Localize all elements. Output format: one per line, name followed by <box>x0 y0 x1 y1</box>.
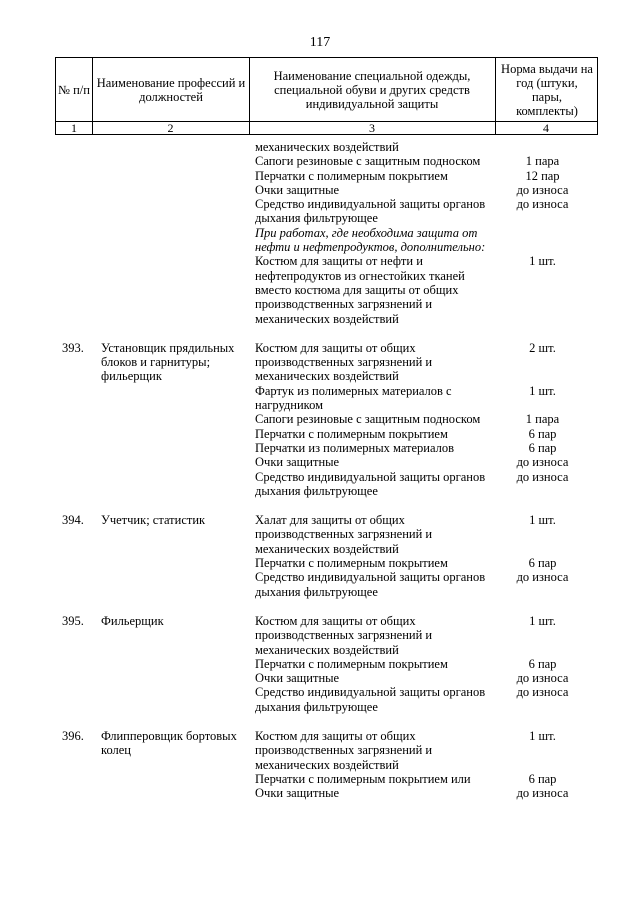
equipment-norm: до износа <box>516 671 569 686</box>
equipment-name: Перчатки с полимерным покрытием <box>255 168 448 183</box>
equipment-name: Средство индивидуальной защиты органов дыхания фильтрующее <box>255 469 486 498</box>
entry-profession: Флипперовщик бортовых колец <box>101 728 237 757</box>
header-col-equipment: Наименование специальной одежды, специальной обуви и других средств индивидуальной защиты <box>273 68 471 111</box>
equipment-norm: до износа <box>516 570 569 585</box>
table-entry <box>0 614 640 714</box>
equipment-item <box>0 470 640 499</box>
equipment-name: механических воздействий <box>255 140 399 154</box>
equipment-name: Перчатки с полимерным покрытием <box>255 656 448 671</box>
equipment-item <box>0 183 640 197</box>
equipment-item <box>0 254 640 325</box>
equipment-name: Костюм для защиты от общих производственных загрязнений и механических воздействий <box>255 728 433 772</box>
equipment-item <box>0 556 640 570</box>
equipment-name: Костюм для защиты от нефти и нефтепродуктов из огнестойких тканей вместо костюма для защиты от общих производственных загрязнений и механических воздействий <box>255 254 465 326</box>
equipment-name: Сапоги резиновые с защитным подноском <box>255 154 481 169</box>
equipment-norm <box>495 140 590 154</box>
equipment-item <box>0 786 640 800</box>
equipment-item <box>0 427 640 441</box>
table-entry <box>0 513 640 599</box>
equipment-norm: до износа <box>516 182 569 197</box>
equipment-item <box>0 729 640 772</box>
equipment-item <box>0 455 640 469</box>
table-entry <box>0 140 640 326</box>
table-body <box>0 140 640 800</box>
equipment-norm: 1 шт. <box>529 613 556 628</box>
equipment-norm <box>495 226 590 255</box>
equipment-norm: 1 пара <box>525 154 560 169</box>
entry-number: 394. <box>62 513 84 528</box>
equipment-item <box>0 657 640 671</box>
header-col-number: № п/п <box>58 82 90 97</box>
equipment-name: Очки защитные <box>255 786 340 801</box>
header-num-3: 3 <box>369 121 375 135</box>
page-number: 117 <box>309 35 331 50</box>
equipment-name: Средство индивидуальной защиты органов дыхания фильтрующее <box>255 197 486 226</box>
table-header <box>55 57 598 135</box>
equipment-item <box>0 384 640 413</box>
equipment-norm: 1 шт. <box>529 728 556 743</box>
equipment-name: Перчатки с полимерным покрытием <box>255 426 448 441</box>
equipment-item <box>0 140 640 154</box>
table-entry <box>0 729 640 800</box>
equipment-item <box>0 197 640 226</box>
equipment-name: Костюм для защиты от общих производственных загрязнений и механических воздействий <box>255 340 433 384</box>
equipment-norm: 6 пар <box>528 440 557 455</box>
equipment-name: Перчатки из полимерных материалов <box>255 440 455 455</box>
equipment-item <box>0 441 640 455</box>
entry-profession: Установщик прядильных блоков и гарнитуры; фильерщик <box>101 340 235 383</box>
equipment-name: Очки защитные <box>255 671 340 686</box>
equipment-norm: 6 пар <box>528 771 557 786</box>
equipment-name: Очки защитные <box>255 455 340 470</box>
equipment-norm: 12 пар <box>525 168 560 183</box>
header-num-2: 2 <box>167 121 174 135</box>
equipment-name: Средство индивидуальной защиты органов дыхания фильтрующее <box>255 570 486 599</box>
equipment-norm: 1 шт. <box>529 254 556 269</box>
equipment-name: Сапоги резиновые с защитным подноском <box>255 412 481 427</box>
entry-profession: Фильерщик <box>101 613 164 628</box>
equipment-name: Костюм для защиты от общих производственных загрязнений и механических воздействий <box>255 613 433 657</box>
equipment-name: Средство индивидуальной защиты органов дыхания фильтрующее <box>255 685 486 714</box>
equipment-norm: до износа <box>516 455 569 470</box>
equipment-norm: 6 пар <box>528 556 557 571</box>
entry-profession: Учетчик; статистик <box>101 513 206 528</box>
equipment-norm: 6 пар <box>528 656 557 671</box>
equipment-norm: 6 пар <box>528 426 557 441</box>
header-col-norm: Норма выдачи на год (штуки, пары, комплекты) <box>501 61 593 118</box>
equipment-name: Очки защитные <box>255 182 340 197</box>
equipment-norm: до износа <box>516 197 569 212</box>
equipment-name: Фартук из полимерных материалов с нагрудником <box>255 383 452 413</box>
equipment-item <box>0 412 640 426</box>
header-num-4: 4 <box>543 121 549 135</box>
equipment-norm: до износа <box>516 786 569 801</box>
equipment-norm: до износа <box>516 469 569 484</box>
equipment-item <box>0 614 640 657</box>
equipment-item <box>0 685 640 714</box>
header-col-profession: Наименование профессий и должностей <box>96 75 246 104</box>
header-num-1: 1 <box>71 121 77 135</box>
equipment-norm: 1 шт. <box>529 513 556 528</box>
equipment-name: Перчатки с полимерным покрытием или <box>255 771 471 786</box>
entry-number: 393. <box>62 340 84 355</box>
entry-number: 396. <box>62 728 84 743</box>
equipment-norm: 1 пара <box>525 412 560 427</box>
equipment-norm: до износа <box>516 685 569 700</box>
equipment-item <box>0 772 640 786</box>
entry-number: 395. <box>62 613 84 628</box>
equipment-item <box>0 513 640 556</box>
equipment-name: Перчатки с полимерным покрытием <box>255 556 448 571</box>
equipment-norm: 1 шт. <box>529 383 556 398</box>
equipment-norm: 2 шт. <box>529 340 556 355</box>
equipment-item <box>0 570 640 599</box>
equipment-item <box>0 154 640 168</box>
table-entry <box>0 341 640 498</box>
equipment-item <box>0 226 640 255</box>
equipment-item <box>0 169 640 183</box>
equipment-note: При работах, где необходима защита от нефти и нефтепродуктов, дополнительно: <box>255 225 486 255</box>
equipment-item <box>0 671 640 685</box>
equipment-name: Халат для защиты от общих производственных загрязнений и механических воздействий <box>255 513 433 556</box>
equipment-item <box>0 341 640 384</box>
